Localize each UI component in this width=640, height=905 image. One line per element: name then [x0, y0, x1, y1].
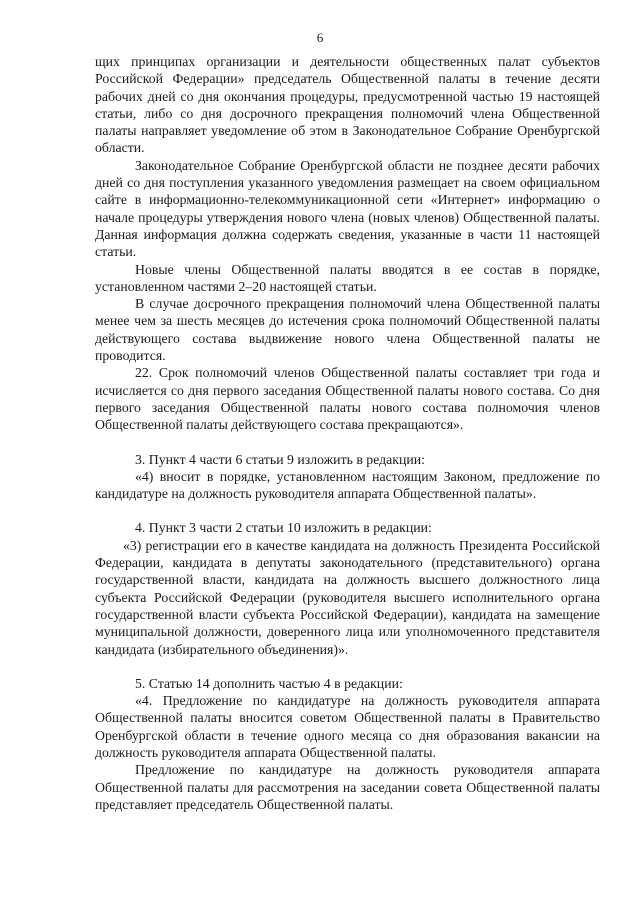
- amendment-text: «4. Предложение по кандидатуре на должность руководителя аппарата Общественной палаты вносится советом Общественной палаты в Правительство Оренбургской области в течение одного месяца со дня образования вакансии на должность руководителя аппарата Общественной палаты.: [95, 693, 600, 760]
- paragraph: Новые члены Общественной палаты вводятся в ее состав в порядке, установленном частями 2–20 настоящей статьи.: [95, 261, 600, 294]
- paragraph: Законодательное Собрание Оренбургской области не позднее десяти рабочих дней со дня поступления указанного уведомления размещает на своем официальном сайте в информационно-телекоммуникационной сети «Интернет» информацию о начале процедуры утверждения нового члена (новых членов) Общественной палаты. Данная информация должна содержать сведения, указанные в части 11 настоящей статьи.: [95, 157, 600, 260]
- paragraph: В случае досрочного прекращения полномочий члена Общественной палаты менее чем за шесть месяцев до истечения срока полномочий Общественной палаты действующего состава выдвижение нового члена Общественной палаты не проводится.: [95, 296, 600, 364]
- document-body: [95, 53, 600, 813]
- page-number: 6: [316, 30, 324, 45]
- amendment-text: Предложение по кандидатуре на должность руководителя аппарата Общественной палаты для рассмотрения на заседании совета Общественной палаты представляет председатель Общественной палаты.: [95, 762, 600, 812]
- amendment-heading: 5. Статью 14 дополнить частью 4 в редакции:: [135, 675, 403, 691]
- paragraph: 22. Срок полномочий членов Общественной палаты составляет три года и исчисляется со дня первого заседания Общественной палаты нового состава. Со дня первого заседания Общественной палаты нового состава полномочия членов Общественной палаты действующего состава прекращаются».: [95, 365, 600, 433]
- amendment-text: «3) регистрации его в качестве кандидата на должность Президента Российской Федерации, кандидата в депутаты законодательного (представительного) органа государственной власти, кандидата на должность высшего должностного лица субъекта Российской Федерации (руководителя высшего исполнительного органа государственной власти субъекта Российской Федерации), кандидата на замещение муниципальной должности, доверенного лица или уполномоченного представителя кандидата (избирательного объединения)».: [95, 537, 600, 657]
- amendment-heading: 4. Пункт 3 части 2 статьи 10 изложить в редакции:: [135, 520, 432, 536]
- amendment-text: «4) вносит в порядке, установленном настоящим Законом, предложение по кандидатуре на должность руководителя аппарата Общественной палаты».: [95, 468, 600, 502]
- amendment-heading: 3. Пункт 4 части 6 статьи 9 изложить в редакции:: [135, 451, 425, 467]
- paragraph-continuation: щих принципах организации и деятельности общественных палат субъектов Российской Федерации» председатель Общественной палаты в течение десяти рабочих дней со дня окончания процедуры, предусмотренной частью 19 настоящей статьи, либо со дня досрочного прекращения полномочий члена Общественной палаты направляет уведомление об этом в Законодательное Собрание Оренбургской области.: [95, 54, 600, 156]
